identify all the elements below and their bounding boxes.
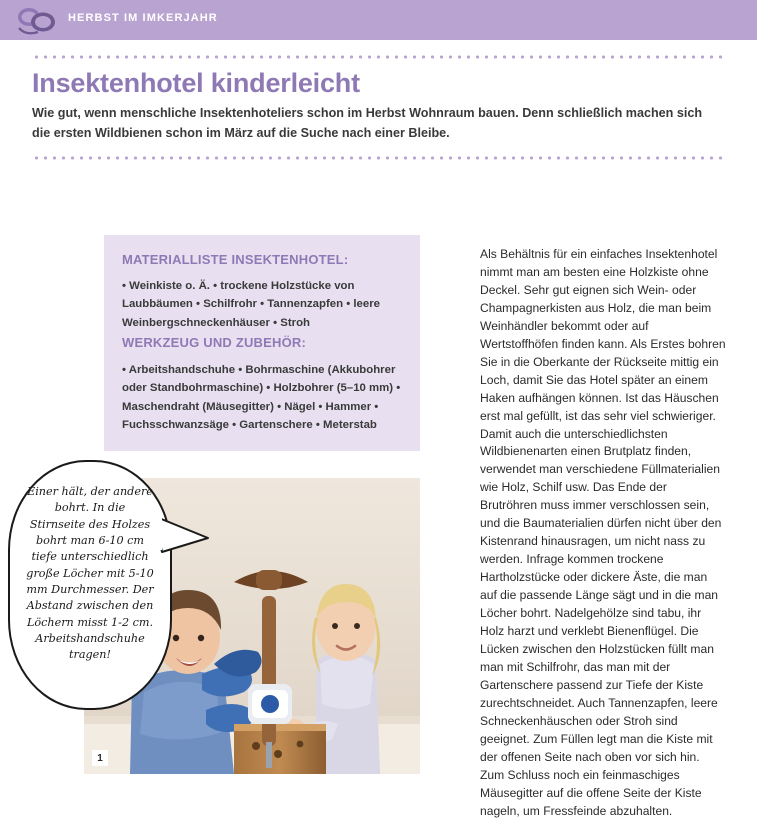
page-title: Insektenhotel kinderleicht: [32, 68, 360, 98]
speech-bubble-text: Einer hält, der andere bohrt. In die Stirnseite des Holzes bohrt man 6-10 cm tiefe unterschiedlich große Löcher mit 5-10 mm Durchmesser. Der Abstand zwischen den Löchern misst 1-2 cm. Arbeitshandschuhe tragen!: [26, 485, 154, 662]
tools-heading: WERKZEUG UND ZUBEHÖR:: [122, 335, 307, 350]
header-title: HERBST IM IMKERJAHR: [68, 12, 218, 24]
page-header: [0, 0, 757, 40]
divider-bottom: [32, 156, 725, 160]
bee-logo-icon: [16, 5, 58, 35]
photo-step-number: 1: [92, 750, 108, 766]
body-text: Als Behältnis für ein einfaches Insektenhotel nimmt man am besten eine Holzkiste ohne Deckel. Sehr gut eignen sich Wein- oder Champagnerkisten aus Holz, die man beim Weinhändler bekommt oder auf Wertstoffhöfen finden kann. Als Erstes bohren Sie in die Oberkante der Rückseite mittig ein Loch, damit Sie das Hotel später an einem Haken aufhängen können. Ist das Häuschen erst mal gefüllt, ist das sehr viel schwieriger. Damit auch die unterschiedlichsten Wildbienenarten einen Brutplatz finden, verwendet man verschiedene Füllmaterialien wie Holz, Schilf usw. Das Ende der Brutröhren muss immer verschlossen sein, und die Baumaterialien dürfen nicht über den Kistenrand hinausragen, um nicht nass zu werden. Infrage kommen trockene Hartholzstücke oder dickere Äste, die man auf die passende Länge sägt und in die man Löcher bohrt. Nadelgehölze sind tabu, ihr Holz harzt und verklebt Bienenflügel. Die Lücken zwischen den Holzstücken füllt man man mit Schilfrohr, das man mit der Gartenschere passend zur Tiefe der Kiste zurechtschneidet. Auch Tannenzapfen, leere Schneckenhäuschen oder Stroh sind geeignet. Zum Füllen legt man die Kiste mit der offenen Seite nach oben vor sich hin. Zum Schluss noch ein feinmaschiges Mäusegitter auf die offene Seite der Kiste nageln, um Fressfeinde abzuhalten.: [480, 247, 726, 818]
materials-heading: MATERIALLISTE INSEKTENHOTEL:: [122, 252, 349, 267]
speech-bubble: [8, 460, 172, 710]
materials-box: [104, 235, 420, 451]
materials-list: • Weinkiste o. Ä. • trockene Holzstücke von Laubbäumen • Schilfrohr • Tannenzapfen • leere Weinbergschneckenhäuser • Stroh: [122, 280, 380, 329]
article-lead: Wie gut, wenn menschliche Insektenhoteliers schon im Herbst Wohnraum bauen. Denn schließlich machen sich die ersten Wildbienen schon im März auf die Suche nach einer Bleibe.: [32, 106, 703, 140]
tools-list: • Arbeitshandschuhe • Bohrmaschine (Akkubohrer oder Standbohrmaschine) • Holzbohrer (5–10 mm) • Maschendraht (Mäusegitter) • Nägel • Hammer • Fuchsschwanzsäge • Gartenschere • Meterstab: [122, 364, 401, 432]
divider-top: [32, 55, 725, 59]
speech-bubble-tail: [152, 512, 210, 554]
